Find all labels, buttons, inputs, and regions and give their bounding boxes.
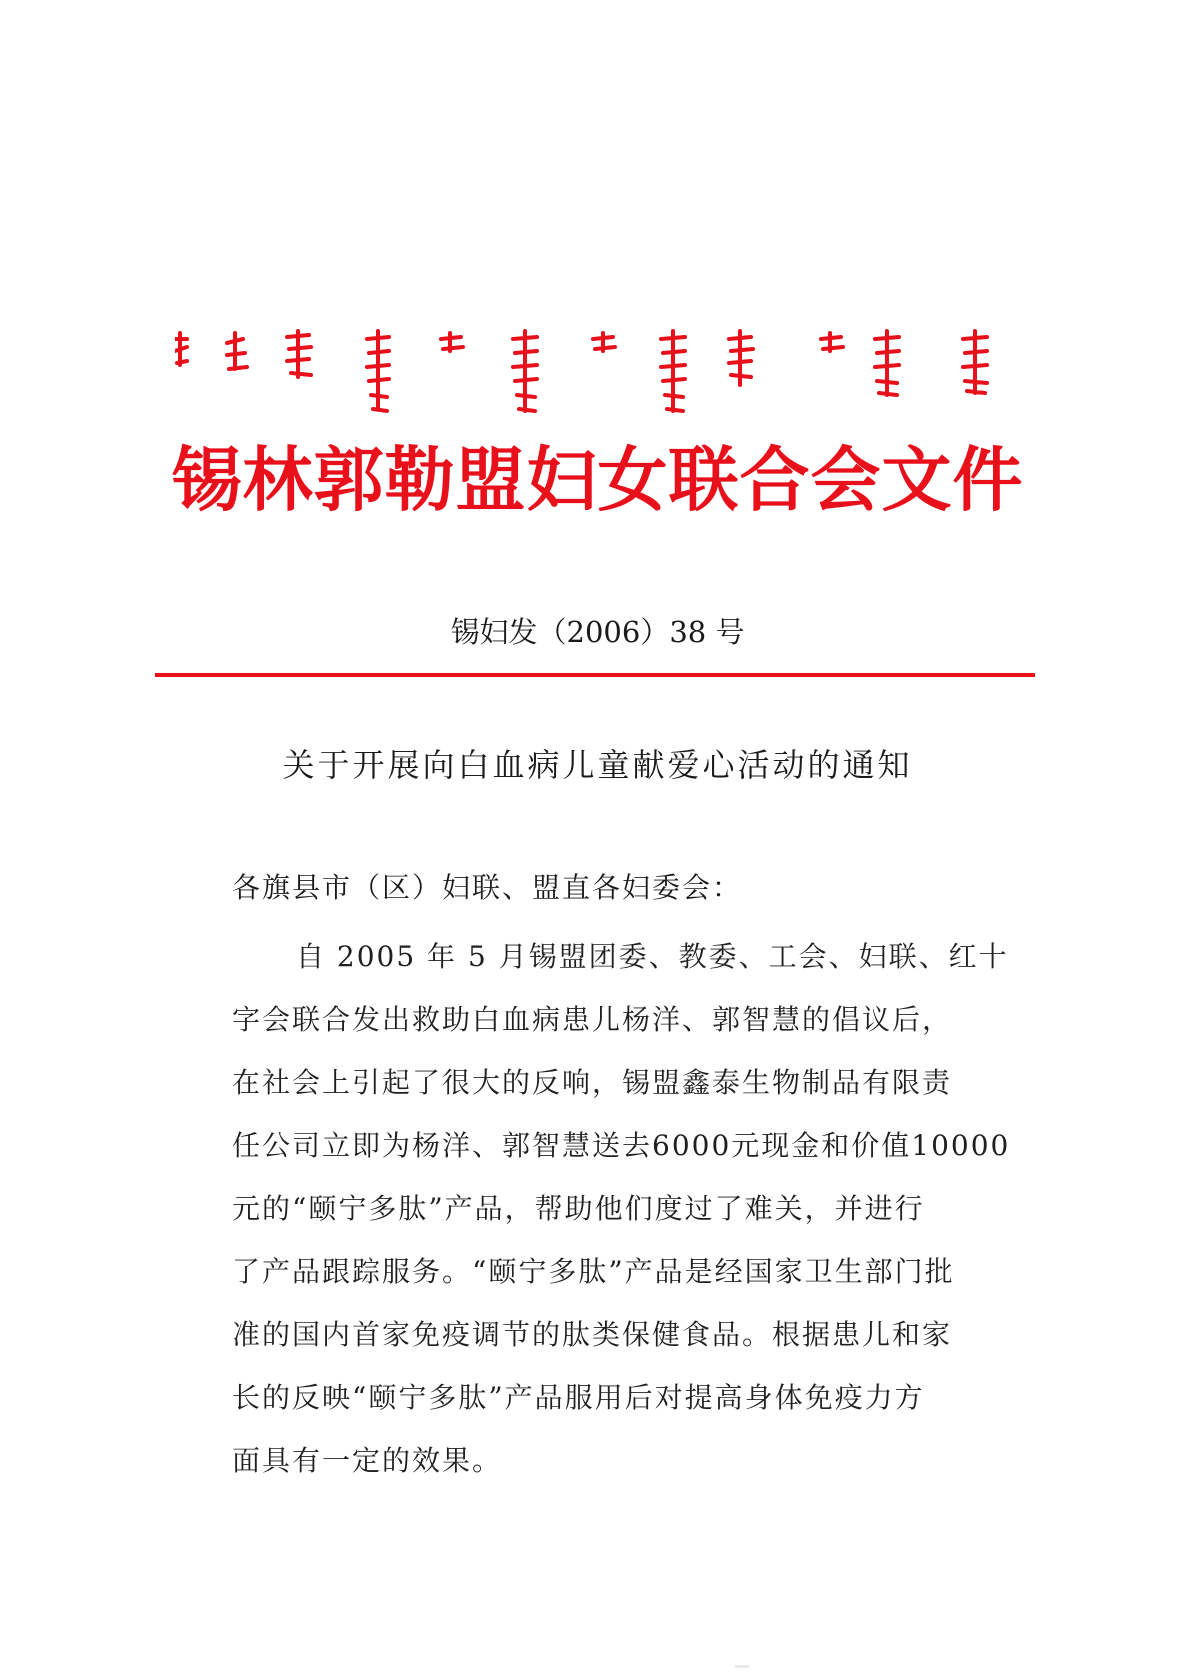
body-line: 元的“颐宁多肽”产品，帮助他们度过了难关，并进行 [232,1192,925,1225]
notice-title: 关于开展向白血病儿童献爱心活动的通知 [282,746,913,784]
body-line: 长的反映“颐宁多肽”产品服用后对提高身体免疫力方 [232,1381,925,1414]
body-line: 字会联合发出救助白血病患儿杨洋、郭智慧的倡议后， [232,1003,953,1036]
body-line: 自 2005 年 5 月锡盟团委、教委、工会、妇联、红十 [296,940,1009,973]
document-number: 锡妇发（2006）38 号 [450,615,745,649]
body-line: 面具有一定的效果。 [232,1444,503,1477]
body-line: 任公司立即为杨洋、郭智慧送去6000元现金和价值10000 [232,1129,1011,1162]
org-document-title: 锡林郭勒盟妇女联合会文件 [171,439,1024,521]
mongolian-script-glyphs [175,325,1020,415]
mongolian-script-header [175,325,1020,415]
salutation: 各旗县市（区）妇联、盟直各妇委会： [232,871,743,904]
body-line: 在社会上引起了很大的反响，锡盟鑫泰生物制品有限责 [232,1066,953,1099]
body-line: 准的国内首家免疫调节的肽类保健食品。根据患儿和家 [232,1318,953,1351]
body-line: 了产品跟踪服务。“颐宁多肽”产品是经国家卫生部门批 [232,1255,955,1288]
body-paragraph [232,925,1032,1492]
red-divider-line [155,673,1035,677]
scan-artifact [735,1665,749,1668]
